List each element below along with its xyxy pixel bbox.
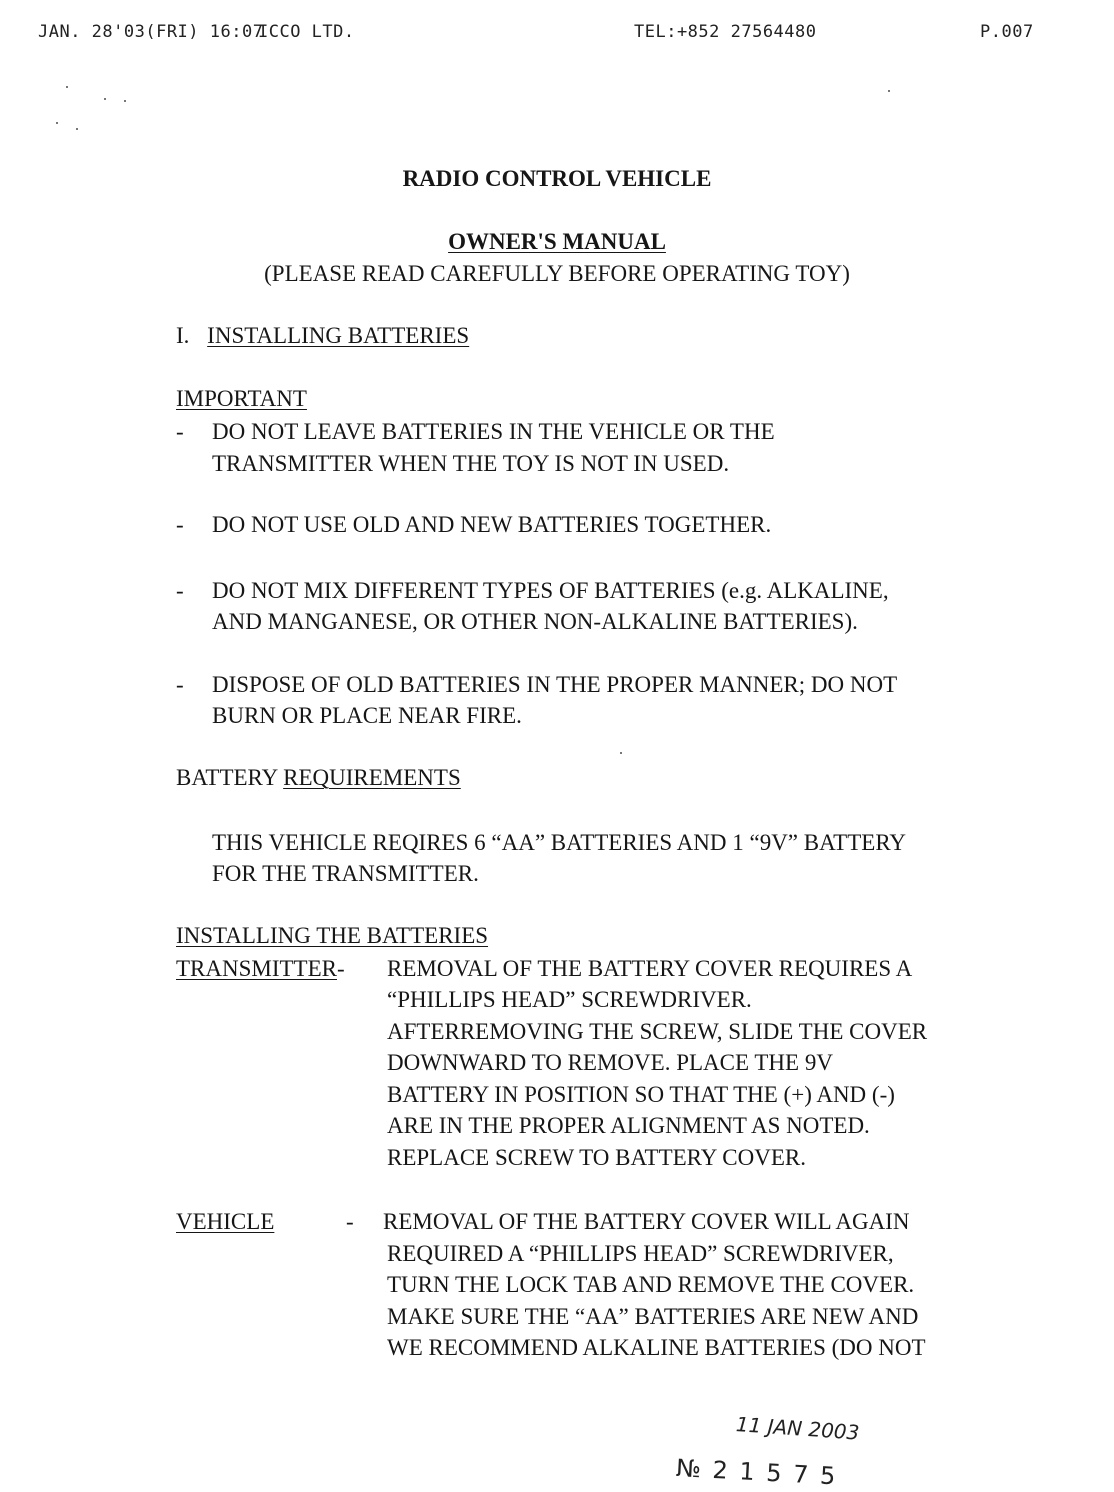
section-title: INSTALLING BATTERIES [207, 323, 470, 348]
bullet-line: DO NOT LEAVE BATTERIES IN THE VEHICLE OR THE [212, 419, 775, 444]
scan-speck [66, 86, 68, 88]
transmitter-line: “PHILLIPS HEAD” SCREWDRIVER. [387, 987, 752, 1012]
vehicle-line: REMOVAL OF THE BATTERY COVER WILL AGAIN [383, 1209, 910, 1234]
scan-speck [888, 90, 890, 92]
vehicle-line: REQUIRED A “PHILLIPS HEAD” SCREWDRIVER, [387, 1241, 894, 1266]
vehicle-label: VEHICLE [176, 1209, 275, 1234]
bullet-line: DO NOT USE OLD AND NEW BATTERIES TOGETHER. [212, 512, 772, 537]
installing-heading: INSTALLING THE BATTERIES [176, 923, 489, 948]
section-heading [176, 320, 469, 352]
bullet-line: TRANSMITTER WHEN THE TOY IS NOT IN USED. [212, 451, 730, 476]
heading-underlined: REQUIREMENTS [283, 765, 461, 790]
scan-speck [124, 100, 126, 102]
fax-date-time: JAN. 28'03(FRI) 16:07 [38, 22, 264, 42]
bullet-dash: - [176, 672, 184, 697]
scan-speck [76, 128, 78, 130]
transmitter-line: AFTERREMOVING THE SCREW, SLIDE THE COVER [387, 1019, 928, 1044]
scan-speck [620, 752, 622, 754]
fax-page-number: P.007 [980, 22, 1034, 42]
requirements-line: THIS VEHICLE REQIRES 6 “AA” BATTERIES AND 1 “9V” BATTERY [212, 830, 906, 855]
transmitter-line: REMOVAL OF THE BATTERY COVER REQUIRES A [387, 956, 913, 981]
section-number: I. [176, 323, 190, 348]
transmitter-label-row [176, 953, 345, 985]
scan-speck [104, 98, 106, 100]
document-subtitle: OWNER'S MANUAL [448, 229, 666, 254]
fax-tel: TEL:+852 27564480 [634, 22, 817, 42]
transmitter-line: DOWNWARD TO REMOVE. PLACE THE 9V [387, 1050, 833, 1075]
bullet-line: DISPOSE OF OLD BATTERIES IN THE PROPER MANNER; DO NOT [212, 672, 898, 697]
vehicle-line: TURN THE LOCK TAB AND REMOVE THE COVER. [387, 1272, 915, 1297]
received-date-stamp: 11 JAN 2003 [735, 1412, 861, 1445]
important-heading: IMPORTANT [176, 386, 307, 411]
vehicle-line: MAKE SURE THE “AA” BATTERIES ARE NEW AND [387, 1304, 919, 1329]
subtitle-note: (PLEASE READ CAREFULLY BEFORE OPERATING TOY) [264, 261, 850, 286]
document-title: RADIO CONTROL VEHICLE [402, 166, 712, 191]
document-number-stamp: № 2 1 5 7 5 [675, 1454, 838, 1491]
bullet-dash: - [176, 419, 184, 444]
transmitter-line: ARE IN THE PROPER ALIGNMENT AS NOTED. [387, 1113, 870, 1138]
requirements-line: FOR THE TRANSMITTER. [212, 861, 479, 886]
fax-company: ICCO LTD. [258, 22, 355, 42]
vehicle-line: WE RECOMMEND ALKALINE BATTERIES (DO NOT [387, 1335, 926, 1360]
bullet-line: AND MANGANESE, OR OTHER NON-ALKALINE BATTERIES). [212, 609, 858, 634]
transmitter-line: REPLACE SCREW TO BATTERY COVER. [387, 1145, 806, 1170]
heading-prefix: BATTERY [176, 765, 284, 790]
bullet-line: BURN OR PLACE NEAR FIRE. [212, 703, 522, 728]
scan-speck [56, 122, 58, 124]
battery-requirements-heading [176, 762, 461, 794]
transmitter-dash: - [337, 956, 345, 981]
bullet-line: DO NOT MIX DIFFERENT TYPES OF BATTERIES (e.g. ALKALINE, [212, 578, 889, 603]
transmitter-line: BATTERY IN POSITION SO THAT THE (+) AND (-) [387, 1082, 895, 1107]
subtitle-row [0, 226, 1114, 258]
transmitter-label: TRANSMITTER [176, 956, 337, 981]
bullet-dash: - [176, 512, 184, 537]
bullet-dash: - [176, 578, 184, 603]
vehicle-dash: - [346, 1209, 354, 1234]
